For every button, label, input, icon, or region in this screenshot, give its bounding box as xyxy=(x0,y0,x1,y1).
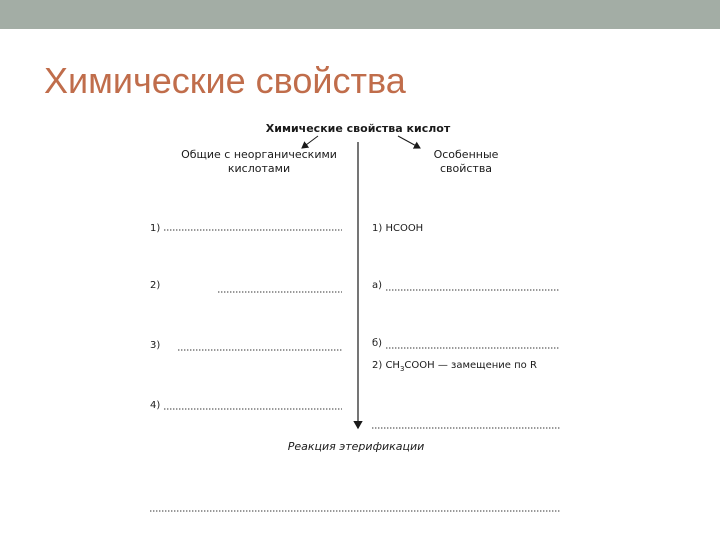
right-sub-a: а) xyxy=(372,280,383,291)
bottom-label: Реакция этерификации xyxy=(287,440,425,453)
left-item-4: 4) xyxy=(150,400,161,411)
right-item-2-rest: COOH — замещение по R xyxy=(404,360,537,371)
right-item-2-prefix: 2) CH xyxy=(372,360,400,371)
left-item-1: 1) xyxy=(150,223,161,234)
left-header-line2: кислотами xyxy=(227,162,291,175)
left-header-line1: Общие с неорганическими xyxy=(181,148,337,161)
right-sub-b: б) xyxy=(372,338,383,349)
right-item-2-subscript: 3 xyxy=(399,365,405,373)
diagram-heading: Химические свойства кислот xyxy=(265,122,451,135)
right-item-1: 1) HCOOH xyxy=(372,223,424,234)
left-item-2: 2) xyxy=(150,280,161,291)
branch-arrow-left xyxy=(302,136,318,148)
slide-title: Химические свойства xyxy=(44,60,406,101)
right-header-line2: свойства xyxy=(439,162,493,175)
branch-arrow-right xyxy=(398,136,420,148)
left-item-3: 3) xyxy=(150,340,161,351)
right-header-line1: Особенные xyxy=(433,148,499,161)
right-item-2 xyxy=(372,360,537,373)
